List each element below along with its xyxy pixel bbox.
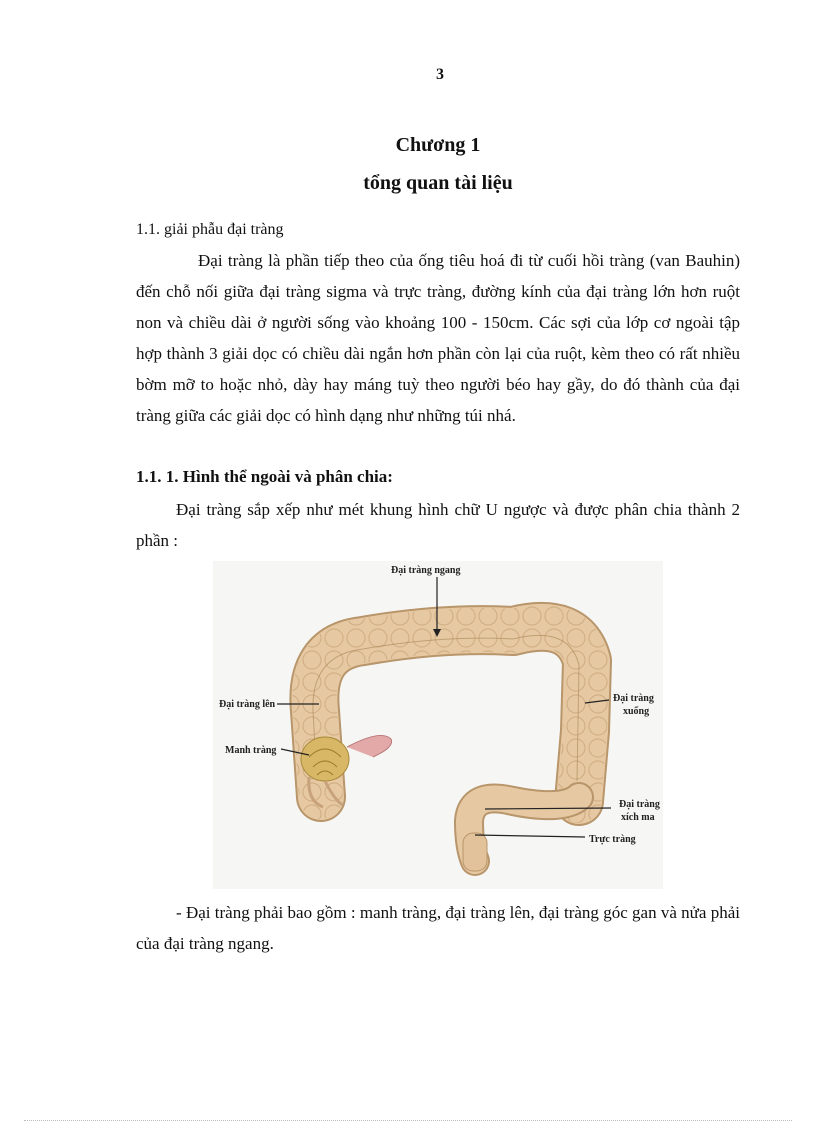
label-ascending-colon: Đại tràng lên	[219, 699, 276, 710]
section-heading: 1.1. giải phẫu đại tràng	[136, 221, 284, 238]
colon-anatomy-figure	[213, 561, 663, 889]
label-sigmoid-colon-2: xích ma	[621, 812, 655, 823]
label-transverse-colon: Đại tràng ngang	[391, 565, 461, 576]
rectum	[463, 833, 487, 871]
section-paragraph: Đại tràng là phần tiếp theo của ống tiêu hoá đi từ cuối hồi tràng (van Bauhin) đến chỗ nối giữa đại tràng sigma và trực tràng, đường kính của đại tràng lớn hơn ruột non và chiều dài ở người sống vào khoảng 100 - 150cm. Các sợi của lớp cơ ngoài tập hợp thành 3 giải dọc có chiều dài ngắn hơn phần còn lại của ruột, kèm theo có rất nhiều bờm mỡ to hoặc nhỏ, dày hay máng tuỳ theo người béo hay gầy, do đó thành của đại tràng giữa các giải dọc có hình dạng như những túi nhá.	[136, 251, 740, 425]
subsection-heading: 1.1. 1. Hình thể ngoài và phân chia:	[136, 467, 393, 486]
label-sigmoid-colon-1: Đại tràng	[619, 799, 660, 810]
label-cecum: Manh tràng	[225, 745, 277, 756]
label-descending-colon-1: Đại tràng	[613, 693, 654, 704]
chapter-subtitle: tổng quan tài liệu	[363, 172, 513, 194]
label-descending-colon-2: xuống	[623, 706, 650, 717]
subsection-paragraph: Đại tràng sắp xếp như mét khung hình chữ U ngược và được phân chia thành 2 phần :	[136, 500, 740, 550]
colon-illustration	[213, 561, 663, 889]
closing-paragraph: - Đại tràng phải bao gồm : manh tràng, đại tràng lên, đại tràng góc gan và nửa phải của đại tràng ngang.	[136, 903, 740, 953]
cecum	[301, 737, 349, 781]
page-number: 3	[436, 66, 444, 83]
label-rectum: Trực tràng	[589, 834, 636, 845]
chapter-title: Chương 1	[395, 134, 481, 156]
appendix	[347, 735, 392, 757]
page-bottom-divider	[24, 1120, 792, 1121]
